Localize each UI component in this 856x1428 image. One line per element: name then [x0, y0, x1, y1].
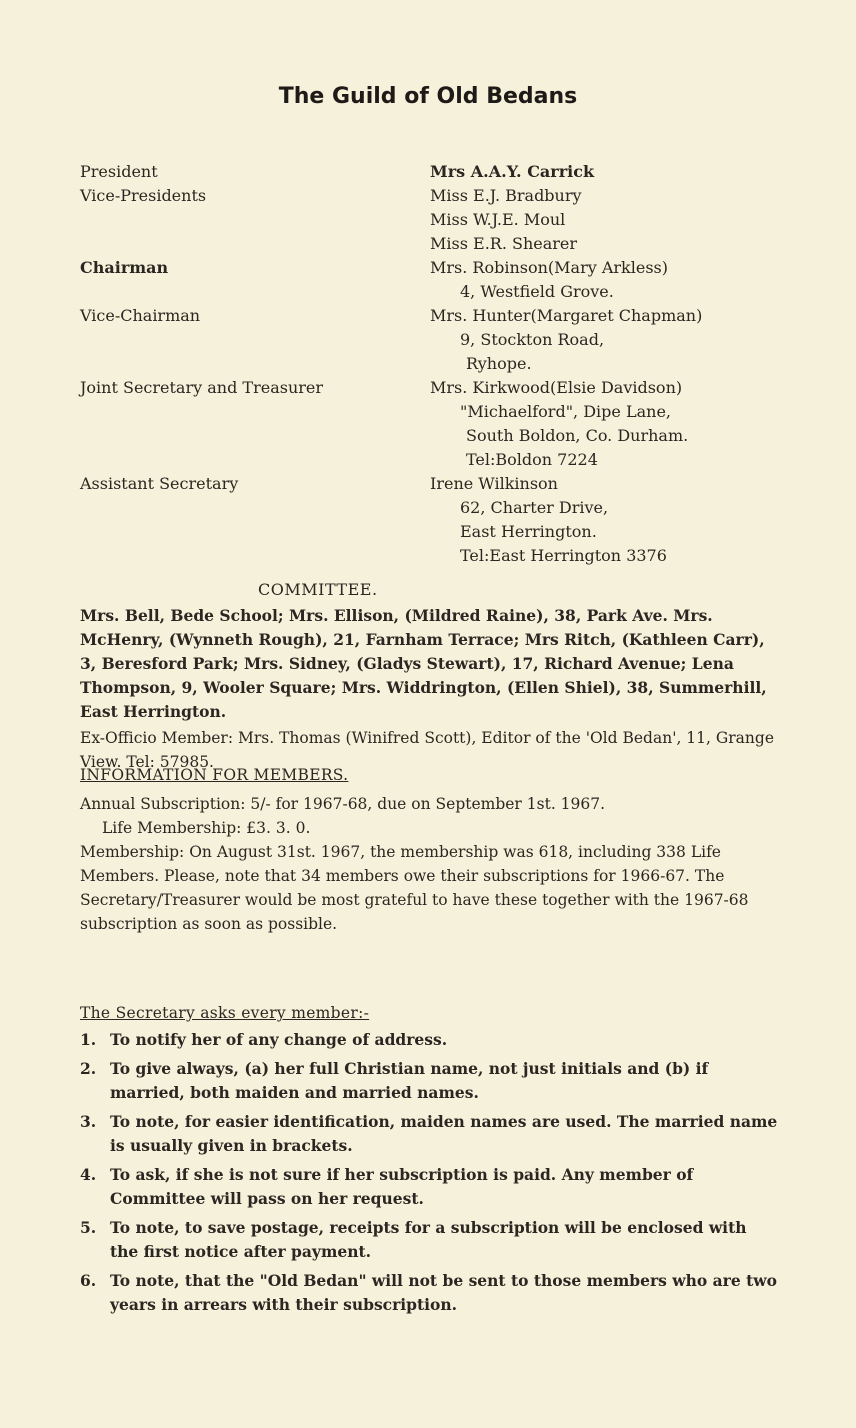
life-membership: Life Membership: £3. 3. 0. — [102, 819, 311, 837]
officer-name: Miss W.J.E. Moul — [430, 210, 566, 229]
officer-name: Mrs. Hunter(Margaret Chapman) — [430, 306, 703, 325]
officer-name: Irene Wilkinson — [430, 474, 558, 493]
ex-officio-member: Ex-Officio Member: Mrs. Thomas (Winifred Scott), Editor of the 'Old Bedan', 11, Grange View. Tel: 57985. — [80, 729, 774, 771]
secretary-requests — [80, 1028, 780, 1322]
officer-row-secretary-treasurer — [80, 376, 820, 472]
officer-role: President — [80, 162, 158, 181]
officer-role: Vice-Chairman — [80, 306, 201, 325]
officer-name: Mrs. Kirkwood(Elsie Davidson) — [430, 378, 683, 397]
committee-members: Mrs. Bell, Bede School; Mrs. Ellison, (Mildred Raine), 38, Park Ave. Mrs. McHenry, (Wynneth Rough), 21, Farnham Terrace; Mrs Ritch, (Kathleen Carr), 3, Beresford Park; Mrs. Sidney, (Gladys Stewart), 17, Richard Avenue; Lena Thompson, 9, Wooler Square; Mrs. Widdrington, (Ellen Shiel), 38, Summerhill, East Herrington. — [80, 606, 767, 721]
information-section — [80, 792, 780, 936]
officer-address: 62, Charter Drive, — [460, 498, 609, 517]
officer-name: Mrs A.A.Y. Carrick — [430, 162, 595, 181]
list-item: 4. To ask, if she is not sure if her subscription is paid. Any member of Committee will pass on her request. — [80, 1165, 694, 1208]
officer-role: Chairman — [80, 258, 169, 277]
annual-subscription: Annual Subscription: 5/- for 1967-68, due on September 1st. 1967. — [80, 795, 606, 813]
officer-name: Miss E.R. Shearer — [430, 234, 578, 253]
officer-name: Mrs. Robinson(Mary Arkless) — [430, 258, 668, 277]
committee-heading: COMMITTEE. — [258, 580, 378, 599]
officer-row-assistant-secretary — [80, 472, 820, 568]
officers-list — [80, 160, 820, 568]
officer-name: Miss E.J. Bradbury — [430, 186, 582, 205]
officer-phone: Tel:East Herrington 3376 — [460, 546, 667, 565]
list-item: 3. To note, for easier identification, maiden names are used. The married name is usually given in brackets. — [80, 1112, 778, 1155]
membership-note: Membership: On August 31st. 1967, the membership was 618, including 338 Life Members. Please, note that 34 members owe their subscriptions for 1966-67. The Secretary/Treasurer would be most grateful to have these together with the 1967-68 subscription as soon as possible. — [80, 843, 749, 933]
list-item: 5. To note, to save postage, receipts for a subscription will be enclosed with the first notice after payment. — [80, 1218, 747, 1261]
officer-phone: Tel:Boldon 7224 — [466, 450, 598, 469]
officer-row-vice-presidents — [80, 184, 820, 256]
list-item: 1. To notify her of any change of address. — [80, 1030, 448, 1049]
officer-address: South Boldon, Co. Durham. — [466, 426, 689, 445]
information-heading: INFORMATION FOR MEMBERS. — [80, 766, 349, 784]
officer-address: East Herrington. — [460, 522, 597, 541]
list-item: 6. To note, that the "Old Bedan" will not be sent to those members who are two years in arrears with their subscription. — [80, 1271, 777, 1314]
officer-row-vice-chairman — [80, 304, 820, 376]
officer-row-chairman — [80, 256, 820, 304]
officer-role: Joint Secretary and Treasurer — [80, 378, 324, 397]
page-title: The Guild of Old Bedans — [278, 84, 578, 109]
officer-address: "Michaelford", Dipe Lane, — [460, 402, 671, 421]
officer-address: 9, Stockton Road, — [460, 330, 605, 349]
officer-role: Assistant Secretary — [80, 474, 239, 493]
committee-section — [80, 604, 780, 774]
secretary-heading: The Secretary asks every member:- — [80, 1004, 370, 1022]
officer-address: Ryhope. — [466, 354, 532, 373]
officer-row-president — [80, 160, 820, 184]
list-item: 2. To give always, (a) her full Christian name, not just initials and (b) if married, both maiden and married names. — [80, 1059, 709, 1102]
officer-role: Vice-Presidents — [80, 186, 207, 205]
officer-address: 4, Westfield Grove. — [460, 282, 614, 301]
